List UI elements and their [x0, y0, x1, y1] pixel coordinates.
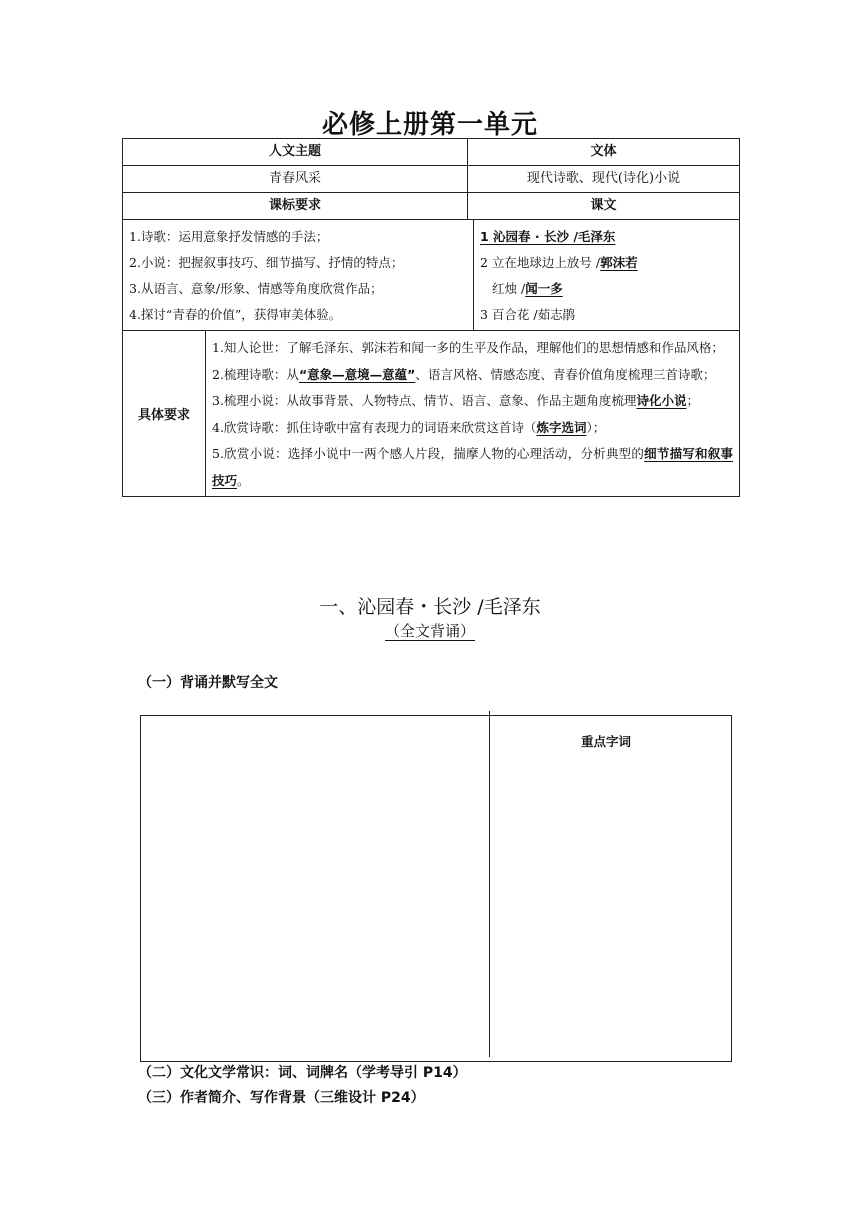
standard-item: 3.从语言、意象/形象、情感等角度欣赏作品；: [129, 281, 383, 296]
heading-literature: （二）文化文学常识：词、词牌名（学考导引 P14）: [138, 1065, 467, 1081]
detail-item: [212, 388, 733, 415]
detail-list: [206, 331, 739, 496]
text-item-4: 3 百合花 /茹志鹃: [480, 307, 576, 322]
table-value-row: [123, 165, 739, 192]
genre-value: 现代诗歌、现代(诗化)小说: [526, 171, 681, 186]
keywords-label: 重点字词: [581, 734, 632, 749]
standards-header: 课标要求: [123, 193, 468, 219]
detail-item: [212, 362, 733, 389]
table-header-row-2: [123, 192, 739, 219]
theme-header: 人文主题: [123, 139, 468, 165]
text-author: 郭沫若: [600, 255, 638, 270]
section-subtitle: [0, 620, 860, 641]
section-subtitle-text: （全文背诵）: [384, 622, 475, 640]
text-author: 闻一多: [525, 281, 563, 296]
heading-recite: （一）背诵并默写全文: [138, 675, 278, 691]
standard-item: 4.探讨“青春的价值”，获得审美体验。: [129, 307, 342, 322]
detail-item: [212, 415, 733, 442]
detail-text: 3.梳理小说：从故事背景、人物特点、情节、语言、意象、作品主题角度梳理: [212, 393, 637, 408]
writing-box: [140, 715, 732, 1062]
detail-text: 5.欣赏小说：选择小说中一两个感人片段，揣摩人物的心理活动，分析典型的: [212, 446, 645, 461]
detail-emphasis: 诗化小说: [636, 393, 687, 408]
detail-emphasis: 炼字选词: [536, 419, 587, 435]
detail-text: 。: [237, 472, 250, 488]
standards-texts-row: [123, 219, 739, 330]
detail-item: 1.知人论世：了解毛泽东、郭沫若和闻一多的生平及作品，理解他们的思想情感和作品风格；: [212, 340, 724, 355]
text-item-1: [480, 224, 739, 250]
detail-text: 、语言风格、情感态度、青春价值角度梳理三首诗歌；: [415, 366, 716, 382]
detail-emphasis: “意象—意境—意蕴”: [298, 366, 416, 382]
heading-author: （三）作者简介、写作背景（三维设计 P24）: [138, 1090, 425, 1106]
texts-header: 课文: [590, 198, 617, 213]
unit-table: [122, 138, 740, 497]
texts-list: [474, 220, 739, 330]
genre-header: 文体: [590, 144, 617, 159]
detail-text: ）；: [586, 419, 606, 435]
detail-emphasis: 细节描写和叙事技巧: [212, 446, 733, 488]
standard-item: 1.诗歌：运用意象抒发情感的手法；: [129, 229, 329, 244]
detail-label: 具体要求: [123, 331, 206, 496]
text-title: 1 沁园春 · 长沙 /毛泽东: [480, 229, 616, 244]
page-title: 必修上册第一单元: [321, 110, 538, 140]
box-divider: [489, 711, 490, 1057]
detail-text: 4.欣赏诗歌：抓住诗歌中富有表现力的词语来欣赏这首诗（: [212, 419, 537, 435]
section-title: 一、沁园春・长沙 /毛泽东: [319, 596, 541, 618]
text-item-3: [480, 276, 739, 302]
detail-text: 2.梳理诗歌：从: [212, 366, 299, 382]
standard-item: 2.小说：把握叙事技巧、细节描写、抒情的特点；: [129, 255, 404, 270]
text-title: 红烛 /: [492, 281, 526, 296]
detail-text: ；: [686, 393, 699, 408]
standards-list: [123, 220, 474, 330]
text-title: 2 立在地球边上放号 /: [480, 255, 601, 270]
detail-row: [123, 330, 739, 496]
detail-item: [212, 441, 733, 494]
table-header-row: [123, 139, 739, 165]
text-item-2: [480, 250, 739, 276]
theme-value: 青春风采: [123, 166, 468, 192]
